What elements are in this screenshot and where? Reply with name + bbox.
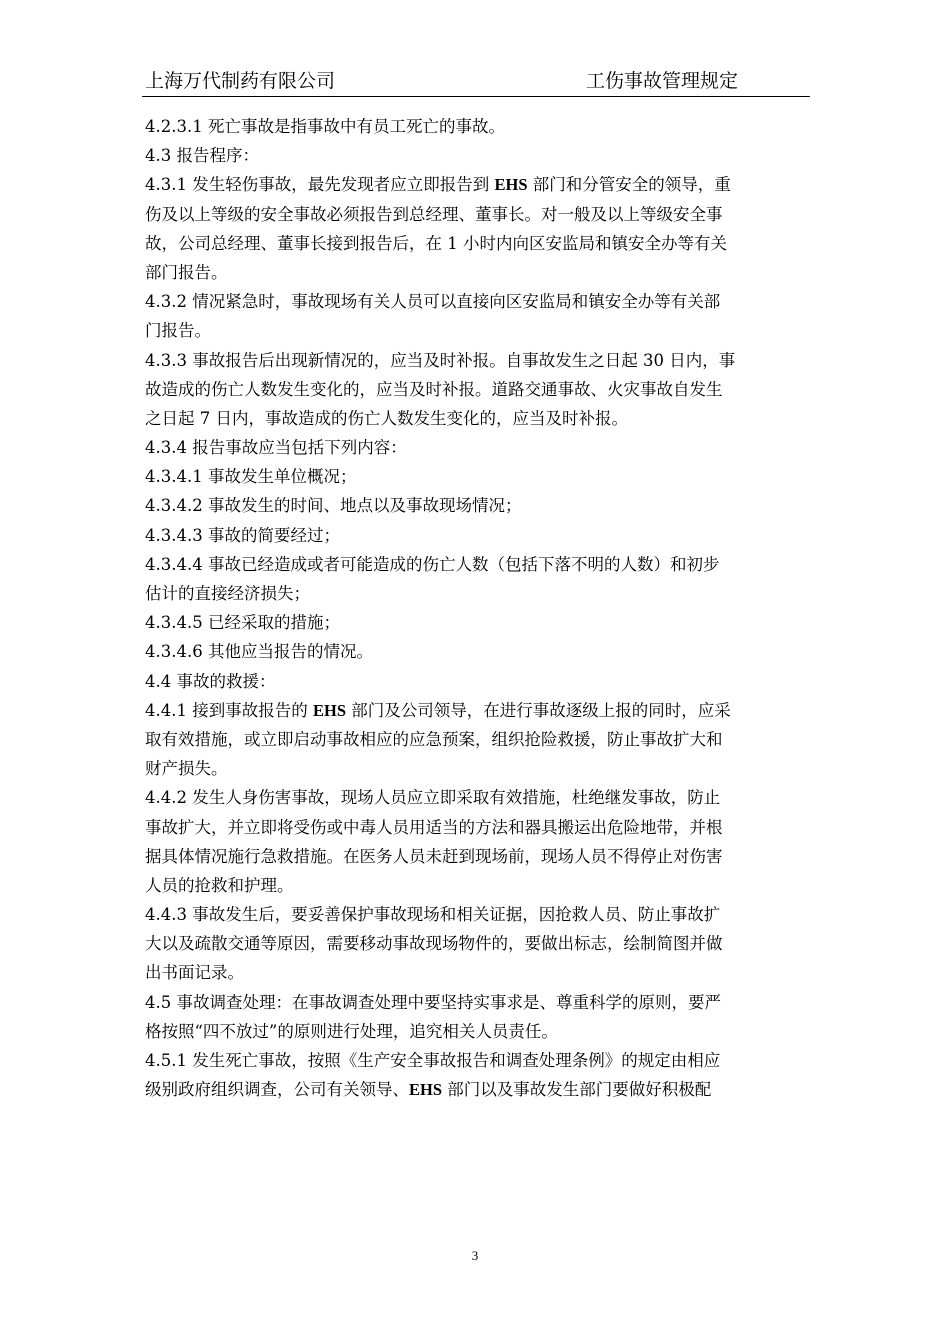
- text-line: 4.3.4.2 事故发生的时间、地点以及事故现场情况；: [145, 496, 522, 516]
- document-title: 工伤事故管理规定: [585, 70, 738, 92]
- text-line: 人员的抢救和护理。: [145, 875, 294, 895]
- text-line: 取有效措施，或立即启动事故相应的应急预案，组织抢险救援，防止事故扩大和: [145, 729, 723, 749]
- text-line: 4.5 事故调查处理：在事故调查处理中要坚持实事求是、尊重科学的原则，要严: [145, 992, 721, 1012]
- text-line: 4.3.4.5 已经采取的措施；: [145, 613, 340, 633]
- text-line: 4.3 报告程序：: [145, 146, 259, 166]
- page-number: 3: [471, 1248, 479, 1263]
- text-line: 出书面记录。: [145, 963, 244, 983]
- text-line: 故造成的伤亡人数发生变化的，应当及时补报。道路交通事故、火灾事故自发生: [145, 379, 723, 399]
- text-line: 4.3.4 报告事故应当包括下列内容：: [145, 438, 407, 458]
- page-header: [142, 62, 810, 97]
- text-line: 门报告。: [145, 321, 211, 341]
- text-line: 据具体情况施行急救措施。在医务人员未赶到现场前，现场人员不得停止对伤害: [145, 846, 723, 866]
- text-line: 故，公司总经理、董事长接到报告后，在 1 小时内向区安监局和镇安全办等有关: [145, 233, 727, 253]
- text-line: 财产损失。: [145, 759, 228, 779]
- text-line: 4.4.3 事故发生后，要妥善保护事故现场和相关证据，因抢救人员、防止事故扩: [145, 905, 721, 925]
- text-line: 估计的直接经济损失；: [145, 584, 310, 603]
- text-line: 4.4.2 发生人身伤害事故，现场人员应立即采取有效措施，杜绝继发事故，防止: [145, 788, 721, 808]
- text-line: 4.3.4.1 事故发生单位概况；: [145, 467, 357, 487]
- text-line: 之日起 7 日内，事故造成的伤亡人数发生变化的，应当及时补报。: [145, 408, 628, 428]
- text-line: 4.3.3 事故报告后出现新情况的，应当及时补报。自事故发生之日起 30 日内，事: [145, 350, 736, 370]
- document-body: [145, 112, 810, 1104]
- text-line: 格按照“四不放过”的原则进行处理，追究相关人员责任。: [145, 1021, 558, 1041]
- text-line: 大以及疏散交通等原因，需要移动事故现场物件的，要做出标志，绘制简图并做: [145, 934, 723, 954]
- text-line: 4.3.4.6 其他应当报告的情况。: [145, 642, 373, 662]
- text-line: 4.3.1 发生轻伤事故，最先发现者应立即报告到 EHS 部门和分管安全的领导，重: [145, 175, 731, 195]
- text-line: 4.3.4.3 事故的简要经过；: [145, 525, 340, 545]
- text-line: 事故扩大，并立即将受伤或中毒人员用适当的方法和器具搬运出危险地带，并根: [145, 817, 723, 837]
- text-line: 4.3.2 情况紧急时，事故现场有关人员可以直接向区安监局和镇安全办等有关部: [145, 292, 721, 312]
- text-line: 伤及以上等级的安全事故必须报告到总经理、董事长。对一般及以上等级安全事: [145, 204, 723, 224]
- text-line: 4.4 事故的救援：: [145, 671, 276, 691]
- text-line: 级别政府组织调查，公司有关领导、EHS 部门以及事故发生部门要做好积极配: [145, 1080, 712, 1100]
- text-line: 部门报告。: [145, 262, 228, 282]
- text-line: 4.4.1 接到事故报告的 EHS 部门及公司领导，在进行事故逐级上报的同时，应采: [145, 700, 731, 720]
- text-line: 4.3.4.4 事故已经造成或者可能造成的伤亡人数（包括下落不明的人数）和初步: [145, 554, 720, 574]
- text-line: 4.5.1 发生死亡事故，按照《生产安全事故报告和调查处理条例》的规定由相应: [145, 1051, 721, 1070]
- company-name: 上海万代制药有限公司: [145, 70, 336, 92]
- text-line: 4.2.3.1 死亡事故是指事故中有员工死亡的事故。: [145, 117, 505, 136]
